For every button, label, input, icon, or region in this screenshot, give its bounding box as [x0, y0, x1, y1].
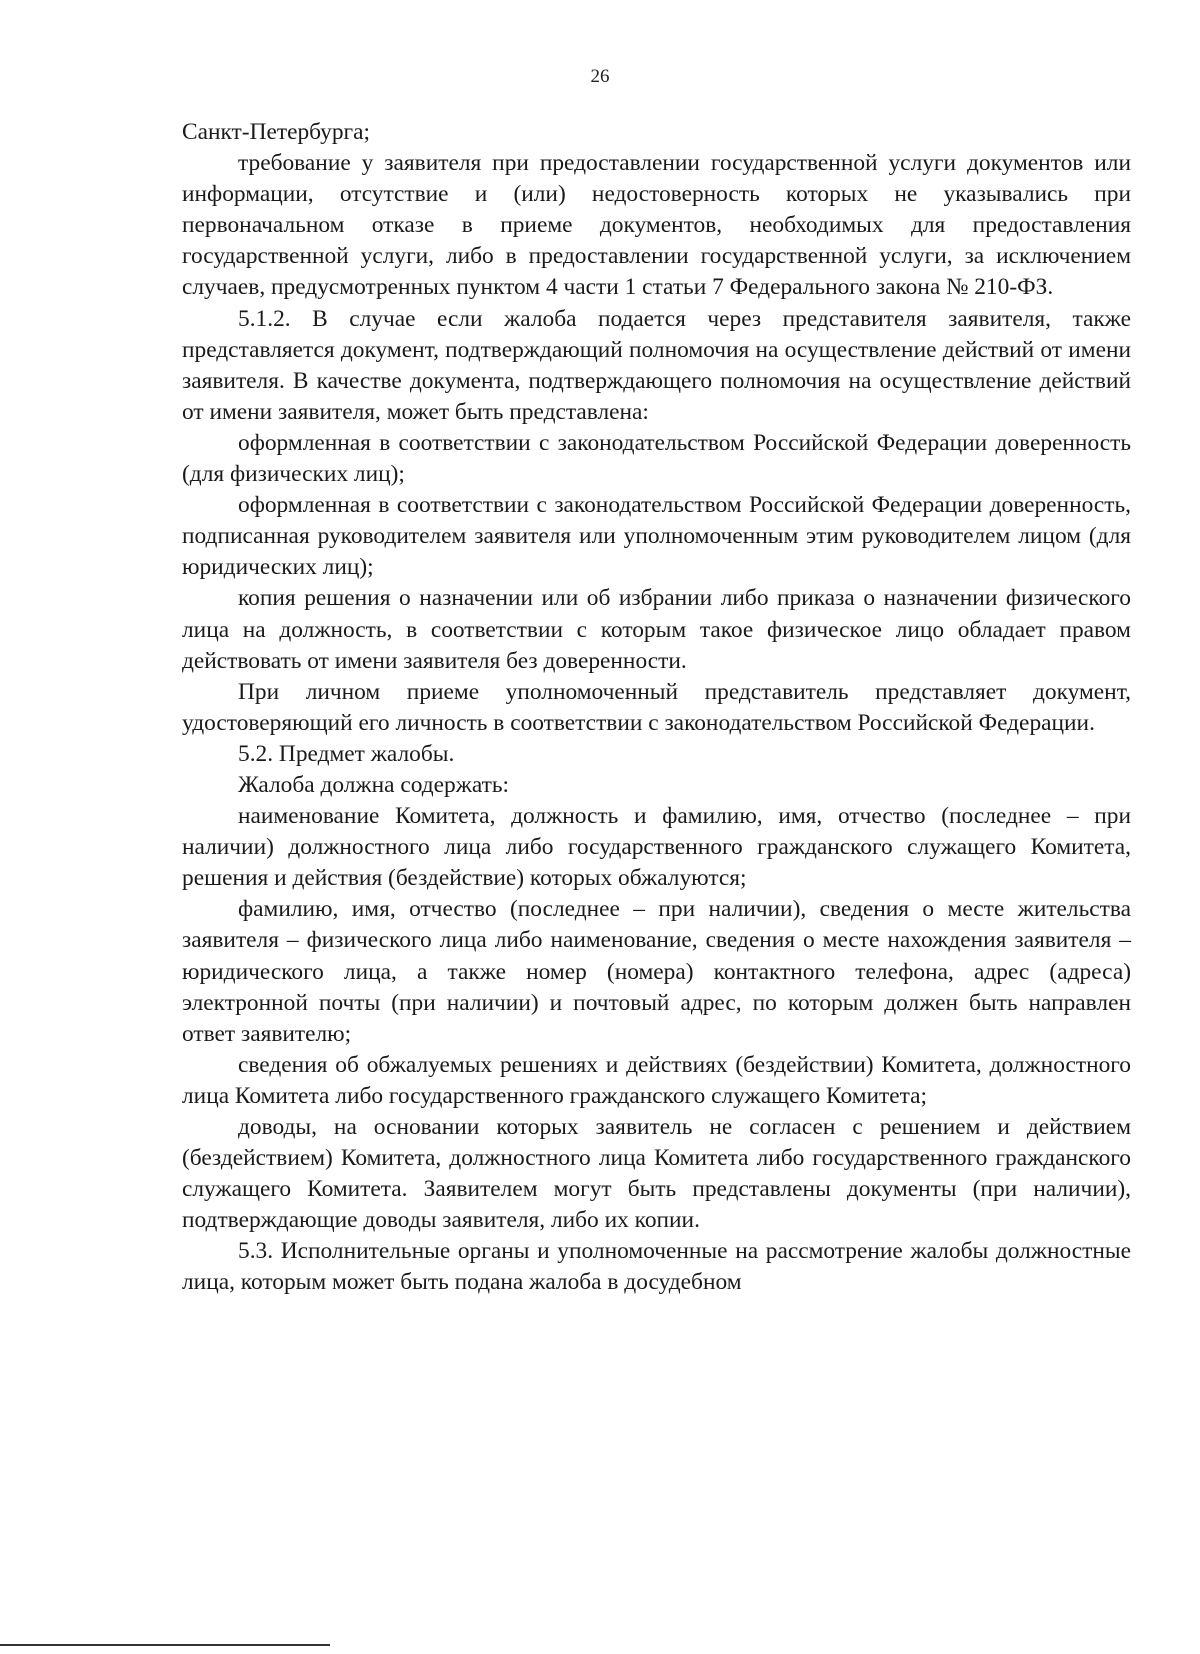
document-body — [182, 117, 1131, 1299]
paragraph: наименование Комитета, должность и фамилию, имя, отчество (последнее – при наличии) должностного лица либо государственного гражданского служащего Комитета, решения и действия (бездействие) которых обжалуются; — [182, 803, 1131, 892]
page-number: 26 — [590, 66, 610, 87]
paragraph: требование у заявителя при предоставлении государственной услуги документов или информации, отсутствие и (или) недостоверность которых не указывались при первоначальном отказе в приеме документов, необходимых для предоставления государственной услуги, либо в предоставлении государственной услуги, за исключением случаев, предусмотренных пунктом 4 части 1 статьи 7 Федерального закона № 210-ФЗ. — [182, 150, 1131, 301]
paragraph: фамилию, имя, отчество (последнее – при наличии), сведения о месте жительства заявителя – физического лица либо наименование, сведения о месте нахождения заявителя – юридического лица, а также номер (номера) контактного телефона, адрес (адреса) электронной почты (при наличии) и почтовый адрес, по которым должен быть направлен ответ заявителю; — [182, 896, 1131, 1047]
paragraph: При личном приеме уполномоченный представитель представляет документ, удостоверяющий его личность в соответствии с законодательством Российской Федерации. — [182, 678, 1131, 736]
paragraph: сведения об обжалуемых решениях и действиях (бездействии) Комитета, должностного лица Комитета либо государственного гражданского служащего Комитета; — [182, 1051, 1131, 1109]
paragraph: оформленная в соответствии с законодательством Российской Федерации доверенность, подписанная руководителем заявителя или уполномоченным этим руководителем лицом (для юридических лиц); — [182, 492, 1131, 581]
scan-edge-line — [0, 1644, 330, 1646]
paragraph: 5.3. Исполнительные органы и уполномоченные на рассмотрение жалобы должностные лица, которым может быть подана жалоба в досудебном — [182, 1238, 1131, 1296]
paragraph: Жалоба должна содержать: — [238, 771, 510, 798]
paragraph: Санкт-Петербурга; — [182, 119, 371, 145]
paragraph: 5.1.2. В случае если жалоба подается через представителя заявителя, также представляется документ, подтверждающий полномочия на осуществление действий от имени заявителя. В качестве документа, подтверждающего полномочия на осуществление действий от имени заявителя, может быть представлена: — [182, 305, 1131, 425]
section-heading: 5.2. Предмет жалобы. — [238, 740, 455, 767]
paragraph: оформленная в соответствии с законодательством Российской Федерации доверенность (для физических лиц); — [182, 429, 1131, 488]
paragraph: доводы, на основании которых заявитель не согласен с решением и действием (бездействием) Комитета, должностного лица Комитета либо государственного гражданского служащего Комитета. Заявителем могут быть представлены документы (при наличии), подтверждающие доводы заявителя, либо их копии. — [182, 1114, 1131, 1234]
paragraph: копия решения о назначении или об избрании либо приказа о назначении физического лица на должность, в соответствии с которым такое физическое лицо обладает правом действовать от имени заявителя без доверенности. — [182, 585, 1131, 674]
